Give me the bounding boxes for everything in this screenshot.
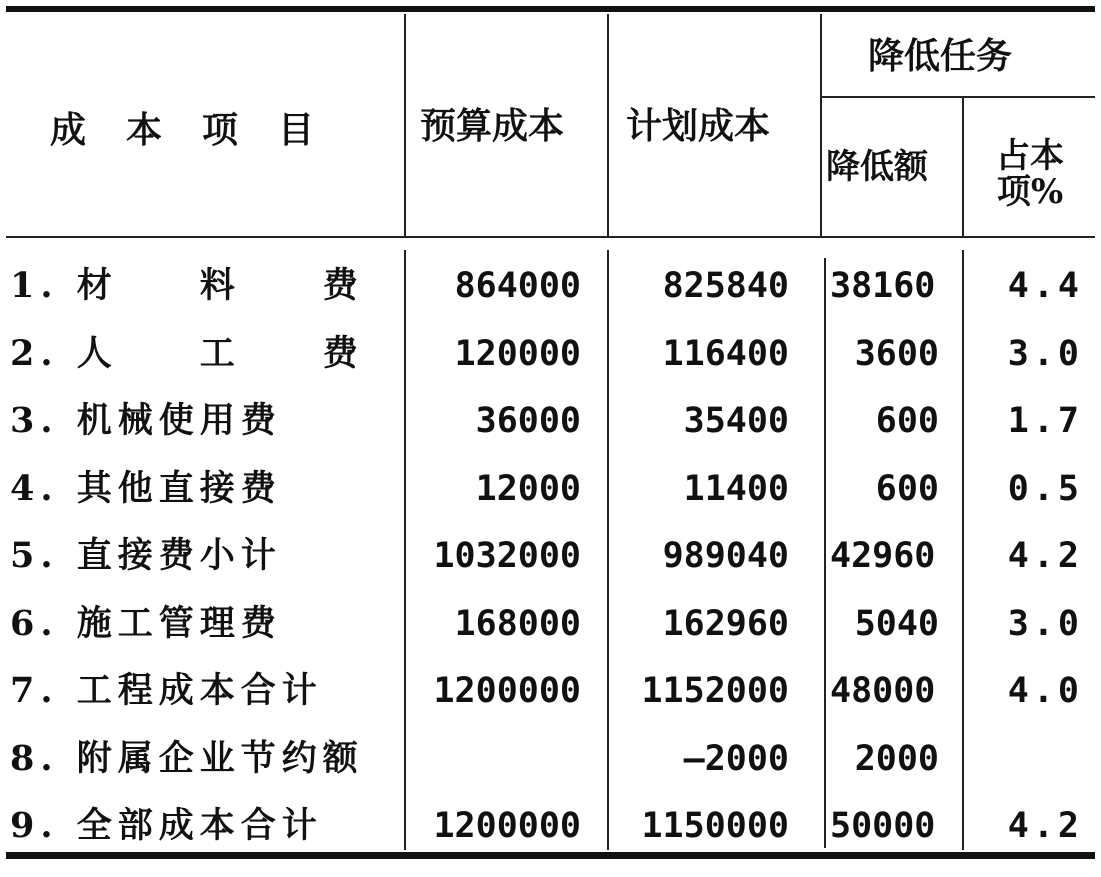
header-task-underline [820,96,1095,98]
table-row [0,252,1101,320]
row-cost-item: 8. 附属企业节约额 [10,737,364,779]
row-cost-item: 2. 人 工 费 [10,332,364,374]
row-budget-cost: 36000 [475,401,581,441]
table-row [0,590,1101,658]
row-plan-cost: —2000 [683,738,789,779]
header-bottom-rule [6,236,1095,238]
row-reduction-amount: 5040 [854,603,939,644]
row-reduction-amount: 42960 [830,536,936,576]
table-row [0,522,1101,590]
row-budget-cost: 12000 [475,468,581,509]
table-bottom-rule [6,852,1095,859]
row-plan-cost: 11400 [683,468,789,509]
header-reduction-amount: 降低额 [826,147,928,187]
row-budget-cost: 168000 [454,603,581,644]
header-plan-cost: 计划成本 [626,105,771,147]
row-reduction-percent: 0.5 [1007,468,1083,509]
row-plan-cost: 989040 [662,536,789,576]
row-budget-cost: 1032000 [433,536,581,576]
header-budget-cost: 预算成本 [420,105,565,147]
row-reduction-amount: 600 [875,468,939,509]
header-divider-plan [607,14,609,236]
row-cost-item: 9. 全部成本合计 [10,805,323,846]
row-reduction-percent: 3.0 [1007,603,1083,644]
row-reduction-amount: 600 [875,401,939,441]
row-reduction-amount: 2000 [854,738,939,779]
row-reduction-percent: 4.2 [1007,806,1083,846]
row-cost-item: 4. 其他直接费 [10,467,282,509]
table-row [0,320,1101,388]
table-row [0,792,1101,860]
table-row [0,387,1101,455]
row-plan-cost: 162960 [662,603,789,644]
row-cost-item: 1. 材 料 费 [10,265,364,306]
row-budget-cost: 120000 [454,333,581,374]
header-divider-budget [404,14,406,236]
table-top-rule [6,6,1095,12]
row-cost-item: 3. 机械使用费 [10,400,282,441]
row-cost-item: 6. 施工管理费 [10,602,282,644]
row-reduction-amount: 50000 [830,806,936,846]
table-row [0,725,1101,793]
row-reduction-amount: 3600 [854,333,939,374]
header-cost-item: 成本项目 [50,109,355,151]
row-budget-cost: 1200000 [433,806,581,846]
row-reduction-percent: 1.7 [1007,401,1083,441]
row-reduction-percent: 3.0 [1007,333,1083,374]
row-cost-item: 7. 工程成本合计 [10,670,323,711]
header-divider-pct [962,98,964,236]
row-reduction-amount: 38160 [830,266,936,306]
row-plan-cost: 116400 [662,333,789,374]
row-cost-item: 5. 直接费小计 [10,535,282,576]
row-plan-cost: 1152000 [641,671,789,711]
row-plan-cost: 1150000 [641,806,789,846]
row-reduction-percent: 4.2 [1007,536,1083,576]
header-divider-task [820,14,822,236]
row-plan-cost: 825840 [662,266,789,306]
row-reduction-amount: 48000 [830,671,936,711]
row-reduction-percent: 4.0 [1007,671,1083,711]
row-budget-cost: 864000 [454,266,581,306]
table-body [0,252,1101,860]
header-reduction-task: 降低任务 [868,35,1013,77]
header-reduction-percent: 占本项% [996,136,1064,212]
row-reduction-percent: 4.4 [1007,266,1083,306]
table-row [0,657,1101,725]
table-row [0,455,1101,523]
row-plan-cost: 35400 [683,401,789,441]
row-budget-cost: 1200000 [433,671,581,711]
